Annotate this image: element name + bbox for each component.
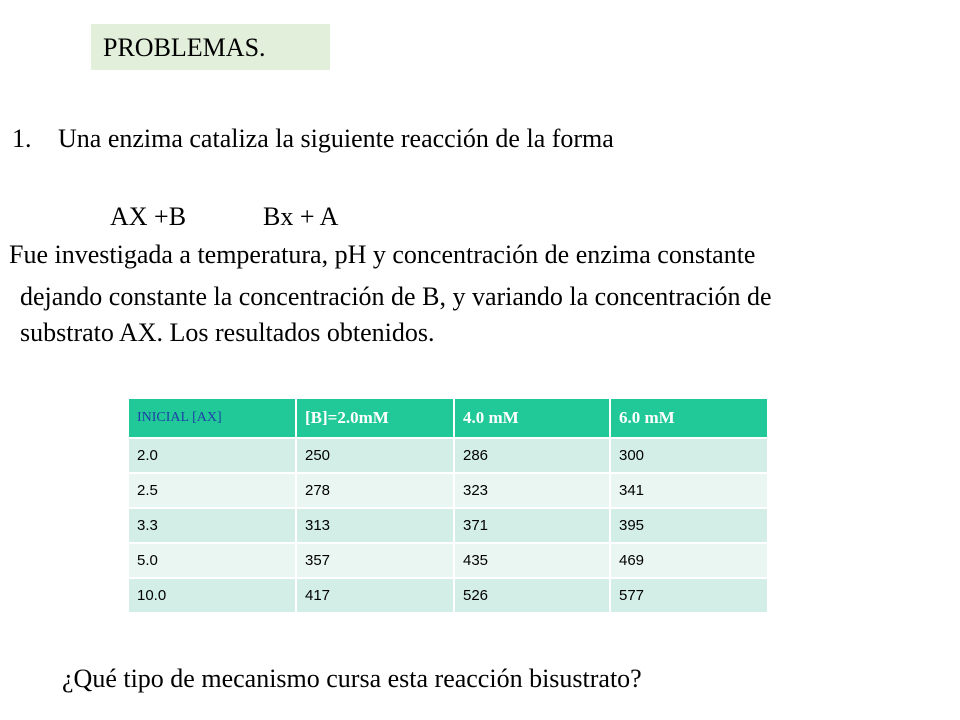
table-cell: 357	[296, 543, 454, 578]
reaction-products: Bx + A	[263, 202, 339, 231]
header-b-6mm: 6.0 mM	[610, 398, 768, 438]
question-text: ¿Qué tipo de mecanismo cursa esta reacción bisustrato?	[62, 664, 642, 693]
table-cell: 395	[610, 508, 768, 543]
page-title: PROBLEMAS.	[91, 24, 330, 70]
table-row	[128, 508, 768, 543]
table-cell: 278	[296, 473, 454, 508]
table-cell: 323	[454, 473, 610, 508]
table-cell: 286	[454, 438, 610, 473]
table-cell: 313	[296, 508, 454, 543]
reaction-reactants: AX +B	[110, 202, 187, 231]
table-cell: 469	[610, 543, 768, 578]
header-initial-ax: INICIAL [AX]	[128, 398, 296, 438]
table-cell: 417	[296, 578, 454, 613]
table-row	[128, 473, 768, 508]
table-cell: 250	[296, 438, 454, 473]
table-cell: 300	[610, 438, 768, 473]
results-table	[127, 397, 769, 614]
table-cell: 2.5	[128, 473, 296, 508]
table-cell: 3.3	[128, 508, 296, 543]
description-line-3: substrato AX. Los resultados obtenidos.	[20, 318, 435, 347]
table-row	[128, 438, 768, 473]
header-b-4mm: 4.0 mM	[454, 398, 610, 438]
table-cell: 10.0	[128, 578, 296, 613]
table-row	[128, 578, 768, 613]
description-line-2: dejando constante la concentración de B, y variando la concentración de	[20, 282, 772, 311]
table-cell: 577	[610, 578, 768, 613]
table-cell: 526	[454, 578, 610, 613]
table-header-row	[128, 398, 768, 438]
problem-number: 1.	[12, 124, 32, 153]
table-cell: 5.0	[128, 543, 296, 578]
table-row	[128, 543, 768, 578]
table-cell: 341	[610, 473, 768, 508]
problem-statement: Una enzima cataliza la siguiente reacción de la forma	[58, 124, 614, 153]
table-cell: 371	[454, 508, 610, 543]
header-b-2mm: [B]=2.0mM	[296, 398, 454, 438]
table-cell: 435	[454, 543, 610, 578]
table-cell: 2.0	[128, 438, 296, 473]
description-line-1: Fue investigada a temperatura, pH y concentración de enzima constante	[9, 240, 756, 269]
